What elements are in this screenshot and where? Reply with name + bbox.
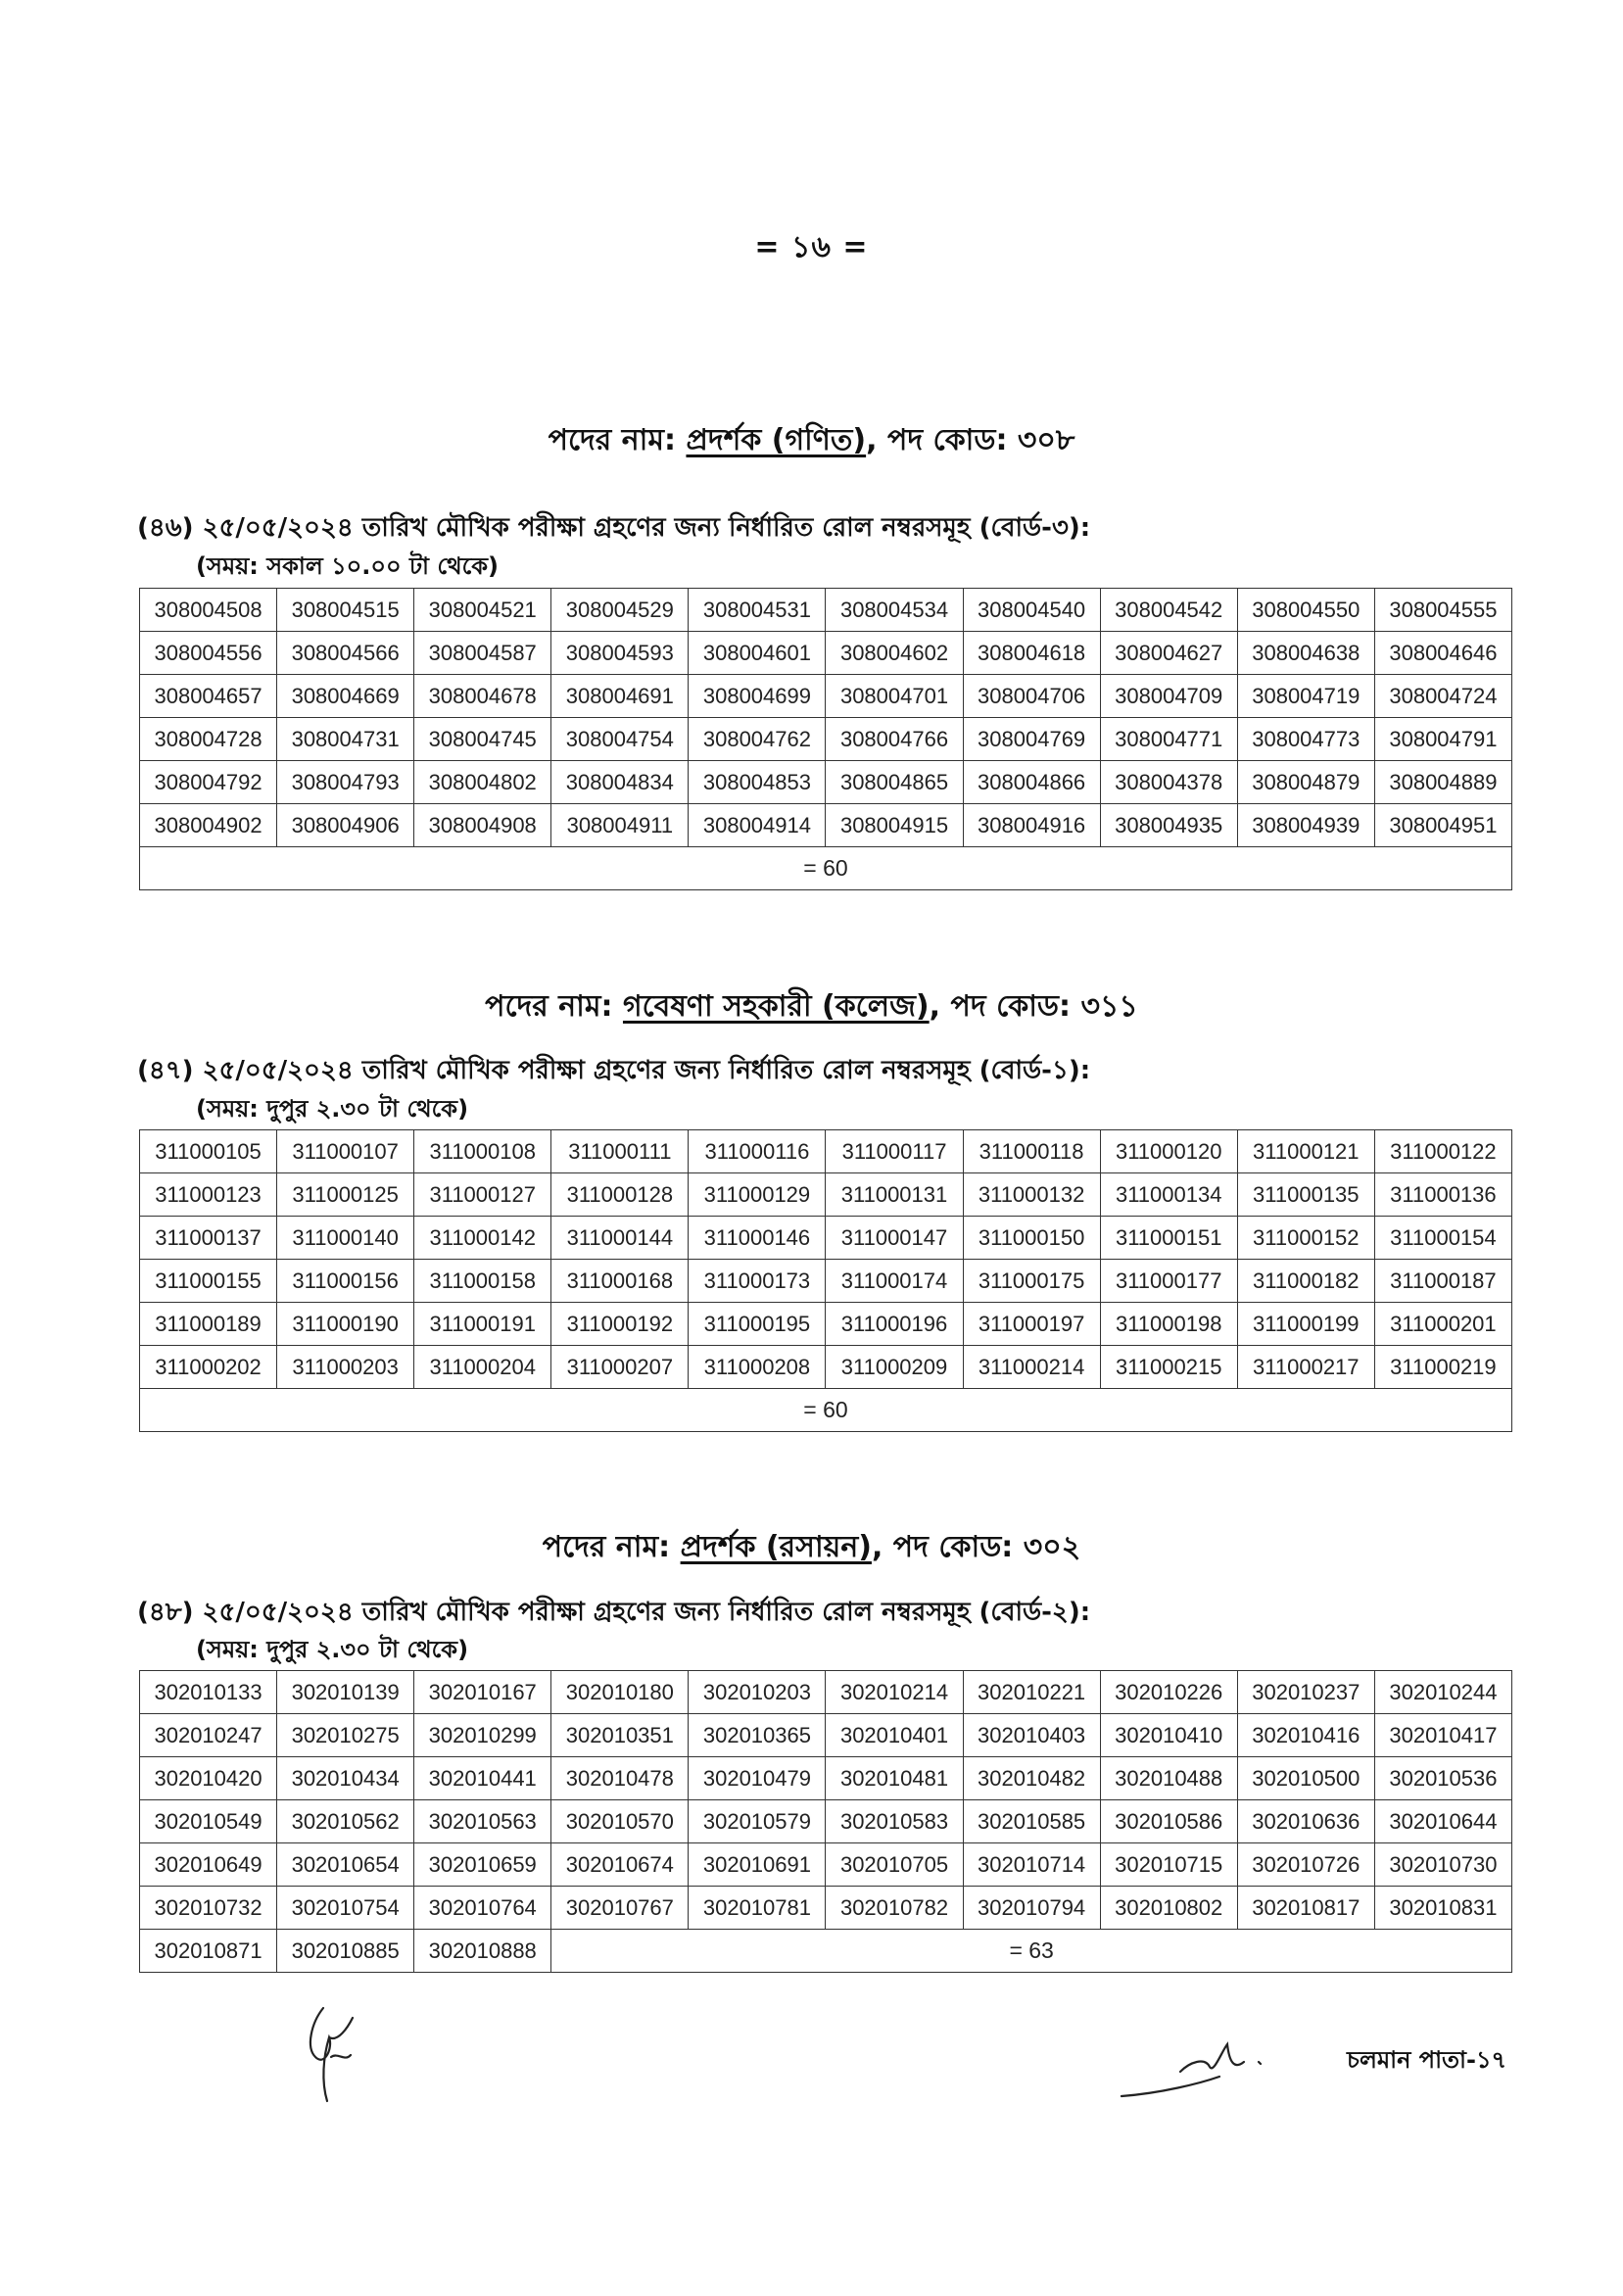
roll-cell: 308004627	[1100, 632, 1237, 675]
roll-cell: 311000127	[414, 1173, 551, 1217]
roll-cell: 308004521	[414, 589, 551, 632]
roll-cell: 302010247	[140, 1714, 277, 1757]
roll-cell: 302010481	[826, 1757, 963, 1800]
roll-cell: 308004762	[689, 718, 826, 761]
roll-cell: 311000190	[277, 1303, 414, 1346]
roll-cell: 308004669	[277, 675, 414, 718]
table-row	[140, 589, 1512, 632]
roll-cell: 302010644	[1374, 1800, 1511, 1843]
roll-cell: 308004766	[826, 718, 963, 761]
roll-cell: 302010221	[963, 1671, 1100, 1714]
table-row	[140, 1346, 1512, 1389]
title-prefix: পদের নাম:	[548, 423, 676, 457]
table-row	[140, 1843, 1512, 1887]
roll-cell: 302010417	[1374, 1714, 1511, 1757]
roll-cell: 308004618	[963, 632, 1100, 675]
roll-cell: 311000189	[140, 1303, 277, 1346]
roll-cell: 308004555	[1374, 589, 1511, 632]
signature-left	[294, 1998, 372, 2106]
roll-cell: 311000108	[414, 1130, 551, 1173]
roll-cell: 311000140	[277, 1217, 414, 1260]
roll-cell: 302010403	[963, 1714, 1100, 1757]
table-row	[140, 1217, 1512, 1260]
roll-cell: 311000173	[689, 1260, 826, 1303]
roll-cell: 302010441	[414, 1757, 551, 1800]
roll-table	[139, 588, 1512, 890]
roll-cell: 311000116	[689, 1130, 826, 1173]
roll-cell: 302010715	[1100, 1843, 1237, 1887]
roll-cell: 308004529	[551, 589, 689, 632]
roll-cell: 311000203	[277, 1346, 414, 1389]
roll-cell: 311000215	[1100, 1346, 1237, 1389]
roll-cell: 302010203	[689, 1671, 826, 1714]
roll-cell: 302010478	[551, 1757, 689, 1800]
roll-cell: 302010888	[414, 1930, 551, 1973]
roll-cell: 308004508	[140, 589, 277, 632]
roll-cell: 302010636	[1237, 1800, 1374, 1843]
section-time: (সময়: দুপুর ২.৩০ টা থেকে)	[196, 1636, 469, 1663]
table-row	[140, 1173, 1512, 1217]
table-row	[140, 1671, 1512, 1714]
page-number: = ১৬ =	[754, 230, 869, 264]
roll-cell: 311000121	[1237, 1130, 1374, 1173]
roll-cell: 302010214	[826, 1671, 963, 1714]
total-count: = 60	[140, 847, 1512, 890]
roll-cell: 302010500	[1237, 1757, 1374, 1800]
roll-cell: 308004724	[1374, 675, 1511, 718]
roll-cell: 302010244	[1374, 1671, 1511, 1714]
roll-cell: 308004540	[963, 589, 1100, 632]
table-row	[140, 1260, 1512, 1303]
roll-cell: 302010714	[963, 1843, 1100, 1887]
roll-cell: 311000201	[1374, 1303, 1511, 1346]
section-title	[0, 982, 1623, 1032]
post-code: , পদ কোড: ৩০২	[871, 1530, 1081, 1564]
roll-cell: 302010732	[140, 1887, 277, 1930]
roll-cell: 311000128	[551, 1173, 689, 1217]
roll-cell: 308004902	[140, 804, 277, 847]
roll-cell: 311000111	[551, 1130, 689, 1173]
roll-cell: 302010726	[1237, 1843, 1374, 1887]
post-code: , পদ কোড: ৩১১	[929, 989, 1138, 1024]
roll-cell: 302010649	[140, 1843, 277, 1887]
roll-cell: 308004866	[963, 761, 1100, 804]
roll-cell: 302010536	[1374, 1757, 1511, 1800]
table-row	[140, 632, 1512, 675]
roll-cell: 308004834	[551, 761, 689, 804]
roll-cell: 311000131	[826, 1173, 963, 1217]
total-count: = 63	[551, 1930, 1512, 1973]
table-row	[140, 804, 1512, 847]
roll-cell: 311000156	[277, 1260, 414, 1303]
title-prefix: পদের নাম:	[542, 1530, 671, 1564]
table-row	[140, 675, 1512, 718]
roll-cell: 308004699	[689, 675, 826, 718]
roll-cell: 311000182	[1237, 1260, 1374, 1303]
roll-cell: 311000196	[826, 1303, 963, 1346]
roll-cell: 311000175	[963, 1260, 1100, 1303]
roll-cell: 302010586	[1100, 1800, 1237, 1843]
roll-cell: 308004939	[1237, 804, 1374, 847]
title-prefix: পদের নাম:	[485, 989, 613, 1024]
roll-cell: 311000142	[414, 1217, 551, 1260]
section-subtitle: (৪৭) ২৫/০৫/২০২৪ তারিখ মৌখিক পরীক্ষা গ্রহণের জন্য নির্ধারিত রোল নম্বরসমূহ (বোর্ড-১):	[137, 1056, 1091, 1085]
roll-cell: 302010654	[277, 1843, 414, 1887]
signature-right	[1112, 2033, 1308, 2111]
roll-cell: 308004593	[551, 632, 689, 675]
roll-cell: 311000105	[140, 1130, 277, 1173]
roll-cell: 302010579	[689, 1800, 826, 1843]
roll-cell: 308004691	[551, 675, 689, 718]
roll-cell: 308004951	[1374, 804, 1511, 847]
roll-cell: 308004706	[963, 675, 1100, 718]
roll-cell: 311000151	[1100, 1217, 1237, 1260]
roll-cell: 311000191	[414, 1303, 551, 1346]
roll-cell: 308004556	[140, 632, 277, 675]
roll-cell: 308004587	[414, 632, 551, 675]
roll-cell: 311000135	[1237, 1173, 1374, 1217]
table-row	[140, 718, 1512, 761]
roll-cell: 311000117	[826, 1130, 963, 1173]
roll-cell: 311000147	[826, 1217, 963, 1260]
roll-cell: 311000123	[140, 1173, 277, 1217]
section-time: (সময়: দুপুর ২.৩০ টা থেকে)	[196, 1095, 469, 1123]
table-row	[140, 1714, 1512, 1757]
roll-cell: 311000187	[1374, 1260, 1511, 1303]
roll-table	[139, 1129, 1512, 1432]
roll-cell: 302010416	[1237, 1714, 1374, 1757]
roll-cell: 311000197	[963, 1303, 1100, 1346]
roll-cell: 308004719	[1237, 675, 1374, 718]
roll-cell: 302010885	[277, 1930, 414, 1973]
roll-cell: 308004792	[140, 761, 277, 804]
roll-cell: 308004646	[1374, 632, 1511, 675]
table-row	[140, 847, 1512, 890]
roll-cell: 302010817	[1237, 1887, 1374, 1930]
roll-cell: 308004731	[277, 718, 414, 761]
roll-cell: 302010351	[551, 1714, 689, 1757]
roll-cell: 311000209	[826, 1346, 963, 1389]
roll-cell: 308004601	[689, 632, 826, 675]
roll-cell: 308004889	[1374, 761, 1511, 804]
roll-cell: 302010275	[277, 1714, 414, 1757]
roll-cell: 311000154	[1374, 1217, 1511, 1260]
roll-cell: 308004769	[963, 718, 1100, 761]
roll-cell: 311000118	[963, 1130, 1100, 1173]
roll-cell: 308004378	[1100, 761, 1237, 804]
roll-cell: 302010365	[689, 1714, 826, 1757]
roll-cell: 311000198	[1100, 1303, 1237, 1346]
roll-cell: 311000204	[414, 1346, 551, 1389]
roll-cell: 311000208	[689, 1346, 826, 1389]
roll-cell: 302010180	[551, 1671, 689, 1714]
roll-cell: 308004531	[689, 589, 826, 632]
roll-cell: 311000202	[140, 1346, 277, 1389]
roll-cell: 302010781	[689, 1887, 826, 1930]
roll-cell: 308004638	[1237, 632, 1374, 675]
roll-cell: 302010659	[414, 1843, 551, 1887]
roll-cell: 311000122	[1374, 1130, 1511, 1173]
roll-cell: 308004701	[826, 675, 963, 718]
table-row	[140, 761, 1512, 804]
roll-cell: 311000136	[1374, 1173, 1511, 1217]
roll-cell: 308004771	[1100, 718, 1237, 761]
roll-cell: 311000199	[1237, 1303, 1374, 1346]
roll-cell: 308004709	[1100, 675, 1237, 718]
roll-cell: 308004908	[414, 804, 551, 847]
roll-cell: 302010401	[826, 1714, 963, 1757]
roll-cell: 308004915	[826, 804, 963, 847]
roll-cell: 308004914	[689, 804, 826, 847]
roll-cell: 302010794	[963, 1887, 1100, 1930]
roll-cell: 302010549	[140, 1800, 277, 1843]
roll-table	[139, 1670, 1512, 1973]
table-row	[140, 1930, 1512, 1973]
roll-cell: 308004515	[277, 589, 414, 632]
roll-cell: 311000192	[551, 1303, 689, 1346]
post-name: প্রদর্শক (গণিত)	[686, 423, 867, 457]
roll-cell: 311000214	[963, 1346, 1100, 1389]
table-row	[140, 1130, 1512, 1173]
roll-cell: 302010802	[1100, 1887, 1237, 1930]
roll-cell: 308004853	[689, 761, 826, 804]
roll-cell: 302010299	[414, 1714, 551, 1757]
roll-cell: 302010482	[963, 1757, 1100, 1800]
roll-cell: 302010434	[277, 1757, 414, 1800]
section-title	[0, 1523, 1623, 1573]
roll-cell: 311000168	[551, 1260, 689, 1303]
roll-cell: 308004566	[277, 632, 414, 675]
roll-cell: 302010705	[826, 1843, 963, 1887]
roll-cell: 311000132	[963, 1173, 1100, 1217]
section-subtitle: (৪৮) ২৫/০৫/২০২৪ তারিখ মৌখিক পরীক্ষা গ্রহণের জন্য নির্ধারিত রোল নম্বরসমূহ (বোর্ড-২):	[137, 1598, 1091, 1627]
total-count: = 60	[140, 1389, 1512, 1432]
roll-cell: 302010139	[277, 1671, 414, 1714]
roll-cell: 311000134	[1100, 1173, 1237, 1217]
roll-cell: 308004906	[277, 804, 414, 847]
roll-cell: 311000177	[1100, 1260, 1237, 1303]
roll-cell: 311000150	[963, 1217, 1100, 1260]
roll-cell: 311000107	[277, 1130, 414, 1173]
roll-cell: 302010767	[551, 1887, 689, 1930]
roll-cell: 302010562	[277, 1800, 414, 1843]
table-row	[140, 1800, 1512, 1843]
roll-cell: 308004935	[1100, 804, 1237, 847]
roll-cell: 311000125	[277, 1173, 414, 1217]
table-row	[140, 1303, 1512, 1346]
roll-cell: 311000174	[826, 1260, 963, 1303]
roll-cell: 308004745	[414, 718, 551, 761]
roll-cell: 302010488	[1100, 1757, 1237, 1800]
roll-cell: 308004728	[140, 718, 277, 761]
roll-cell: 302010167	[414, 1671, 551, 1714]
section-subtitle: (৪৬) ২৫/০৫/২০২৪ তারিখ মৌখিক পরীক্ষা গ্রহণের জন্য নির্ধারিত রোল নম্বরসমূহ (বোর্ড-৩):	[137, 513, 1091, 543]
roll-cell: 308004534	[826, 589, 963, 632]
roll-cell: 311000120	[1100, 1130, 1237, 1173]
roll-cell: 311000158	[414, 1260, 551, 1303]
roll-cell: 302010674	[551, 1843, 689, 1887]
roll-cell: 311000207	[551, 1346, 689, 1389]
roll-cell: 302010782	[826, 1887, 963, 1930]
table-row	[140, 1757, 1512, 1800]
roll-cell: 311000137	[140, 1217, 277, 1260]
roll-cell: 311000219	[1374, 1346, 1511, 1389]
roll-cell: 302010583	[826, 1800, 963, 1843]
roll-cell: 308004657	[140, 675, 277, 718]
roll-cell: 302010570	[551, 1800, 689, 1843]
roll-cell: 302010133	[140, 1671, 277, 1714]
table-row	[140, 1389, 1512, 1432]
roll-cell: 308004802	[414, 761, 551, 804]
roll-cell: 302010691	[689, 1843, 826, 1887]
section-title	[0, 416, 1623, 466]
roll-cell: 311000129	[689, 1173, 826, 1217]
roll-cell: 311000217	[1237, 1346, 1374, 1389]
roll-cell: 302010479	[689, 1757, 826, 1800]
roll-cell: 308004550	[1237, 589, 1374, 632]
roll-cell: 308004879	[1237, 761, 1374, 804]
roll-cell: 311000152	[1237, 1217, 1374, 1260]
roll-cell: 311000146	[689, 1217, 826, 1260]
roll-cell: 302010754	[277, 1887, 414, 1930]
roll-cell: 308004602	[826, 632, 963, 675]
roll-cell: 302010871	[140, 1930, 277, 1973]
roll-cell: 302010420	[140, 1757, 277, 1800]
post-name: গবেষণা সহকারী (কলেজ)	[622, 989, 930, 1024]
roll-cell: 302010764	[414, 1887, 551, 1930]
roll-cell: 308004542	[1100, 589, 1237, 632]
roll-cell: 302010831	[1374, 1887, 1511, 1930]
roll-cell: 308004865	[826, 761, 963, 804]
roll-cell: 308004916	[963, 804, 1100, 847]
roll-cell: 311000144	[551, 1217, 689, 1260]
roll-cell: 311000195	[689, 1303, 826, 1346]
roll-cell: 302010226	[1100, 1671, 1237, 1714]
roll-cell: 308004678	[414, 675, 551, 718]
roll-cell: 308004911	[551, 804, 689, 847]
section-time: (সময়: সকাল ১০.০০ টা থেকে)	[196, 552, 500, 580]
post-name: প্রদর্শক (রসায়ন)	[680, 1530, 872, 1564]
roll-cell: 308004773	[1237, 718, 1374, 761]
roll-cell: 302010237	[1237, 1671, 1374, 1714]
post-code: , পদ কোড: ৩০৮	[866, 423, 1075, 457]
roll-cell: 311000155	[140, 1260, 277, 1303]
roll-cell: 308004754	[551, 718, 689, 761]
roll-cell: 302010563	[414, 1800, 551, 1843]
table-row	[140, 1887, 1512, 1930]
continued-page-note: চলমান পাতা-১৭	[1347, 2046, 1507, 2074]
roll-cell: 302010585	[963, 1800, 1100, 1843]
roll-cell: 302010410	[1100, 1714, 1237, 1757]
roll-cell: 302010730	[1374, 1843, 1511, 1887]
roll-cell: 308004793	[277, 761, 414, 804]
roll-cell: 308004791	[1374, 718, 1511, 761]
